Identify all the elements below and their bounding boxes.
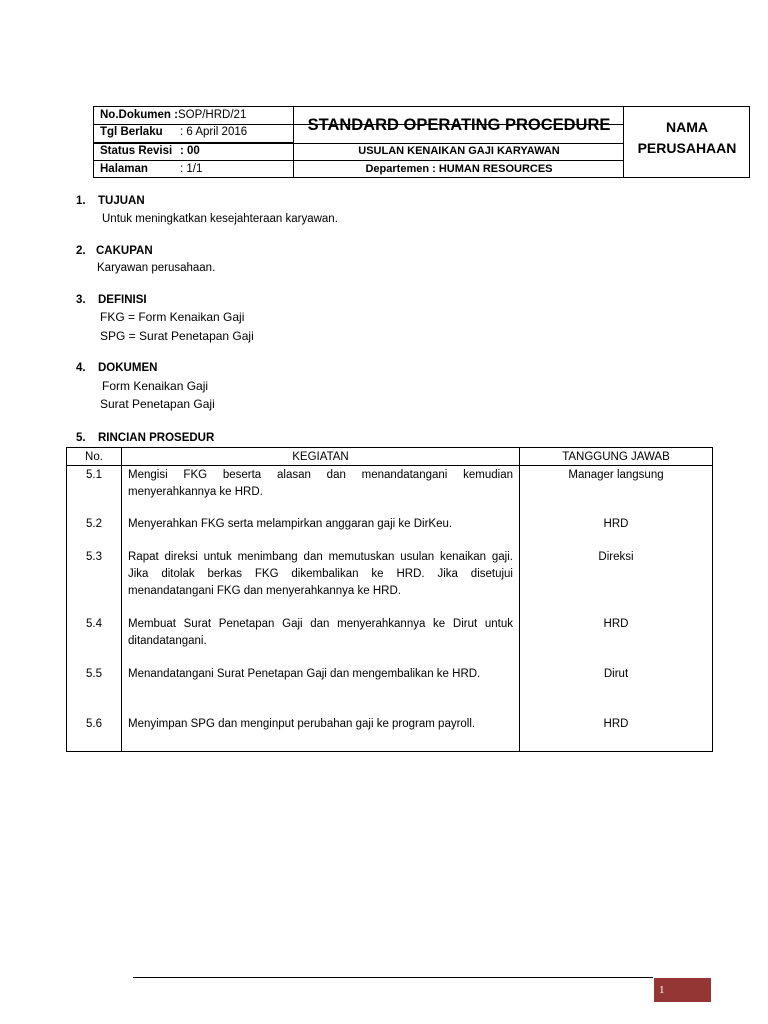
step-responsible: HRD <box>603 518 629 530</box>
step-activity: Mengisi FKG beserta alasan dan menandatangani kemudian menyerahkannya ke HRD. <box>128 469 513 498</box>
step-activity: Menyimpan SPG dan menginput perubahan gaji ke program payroll. <box>128 718 476 730</box>
page-number: 1 <box>654 978 711 1002</box>
footer-rule <box>133 977 653 978</box>
column-header-no: No. <box>67 448 122 466</box>
column-header-responsible: TANGGUNG JAWAB <box>520 448 713 466</box>
step-activity: Menyerahkan FKG serta melampirkan anggaran gaji ke DirKeu. <box>128 518 453 530</box>
procedure-table <box>66 447 713 752</box>
table-header-row <box>67 448 713 466</box>
table-row <box>67 715 713 752</box>
department: Departemen : HUMAN RESOURCES <box>365 163 553 175</box>
section-title-dokumen: 4. DOKUMEN <box>76 362 158 374</box>
step-number: 5.3 <box>86 551 102 563</box>
table-row <box>67 665 713 715</box>
section-text: FKG = Form Kenaikan Gaji <box>100 310 245 324</box>
section-text: Surat Penetapan Gaji <box>100 397 215 411</box>
section-title-cakupan: 2. CAKUPAN <box>76 245 153 257</box>
section-text: Untuk meningkatkan kesejahteraan karyawan. <box>102 213 338 225</box>
section-title-tujuan: 1. TUJUAN <box>76 195 145 207</box>
table-row <box>67 466 713 516</box>
step-activity: Rapat direksi untuk menimbang dan memutuskan usulan kenaikan gaji. Jika ditolak berkas FKG dikembalikan ke HRD. Jika disetujui menandatangani FKG dan menyerahkannya ke HRD. <box>128 551 513 597</box>
company-name: NAMA PERUSAHAAN <box>637 119 737 156</box>
step-number: 5.4 <box>86 618 102 630</box>
sop-header <box>93 106 750 178</box>
section-text: Karyawan perusahaan. <box>97 262 216 274</box>
step-responsible: HRD <box>603 618 629 630</box>
step-responsible: HRD <box>603 718 629 730</box>
step-number: 5.1 <box>86 469 102 481</box>
sop-title: STANDARD OPERATING PROCEDURE <box>307 116 611 134</box>
step-number: 5.2 <box>86 518 102 530</box>
revision-status: Status Revisi : 00 <box>100 145 200 157</box>
section-text: SPG = Surat Penetapan Gaji <box>100 329 254 343</box>
step-number: 5.5 <box>86 668 102 680</box>
step-responsible: Manager langsung <box>568 469 664 481</box>
section-text: Form Kenaikan Gaji <box>102 379 209 393</box>
step-responsible: Dirut <box>603 668 629 680</box>
sop-subtitle: USULAN KENAIKAN GAJI KARYAWAN <box>358 145 560 157</box>
step-number: 5.6 <box>86 718 102 730</box>
table-row <box>67 548 713 615</box>
effective-date: Tgl Berlaku : 6 April 2016 <box>100 126 248 138</box>
step-activity: Membuat Surat Penetapan Gaji dan menyerahkannya ke Dirut untuk ditandatangani. <box>128 618 513 647</box>
step-responsible: Direksi <box>598 551 634 563</box>
step-activity: Menandatangani Surat Penetapan Gaji dan mengembalikan ke HRD. <box>128 668 481 680</box>
doc-number: No.Dokumen :SOP/HRD/21 <box>100 109 247 121</box>
page-info: Halaman : 1/1 <box>100 163 203 175</box>
column-header-activity: KEGIATAN <box>122 448 520 466</box>
table-row <box>67 615 713 665</box>
section-title-definisi: 3. DEFINISI <box>76 294 147 306</box>
section-title-rincian-prosedur: 5. RINCIAN PROSEDUR <box>76 432 215 444</box>
table-row <box>67 515 713 548</box>
